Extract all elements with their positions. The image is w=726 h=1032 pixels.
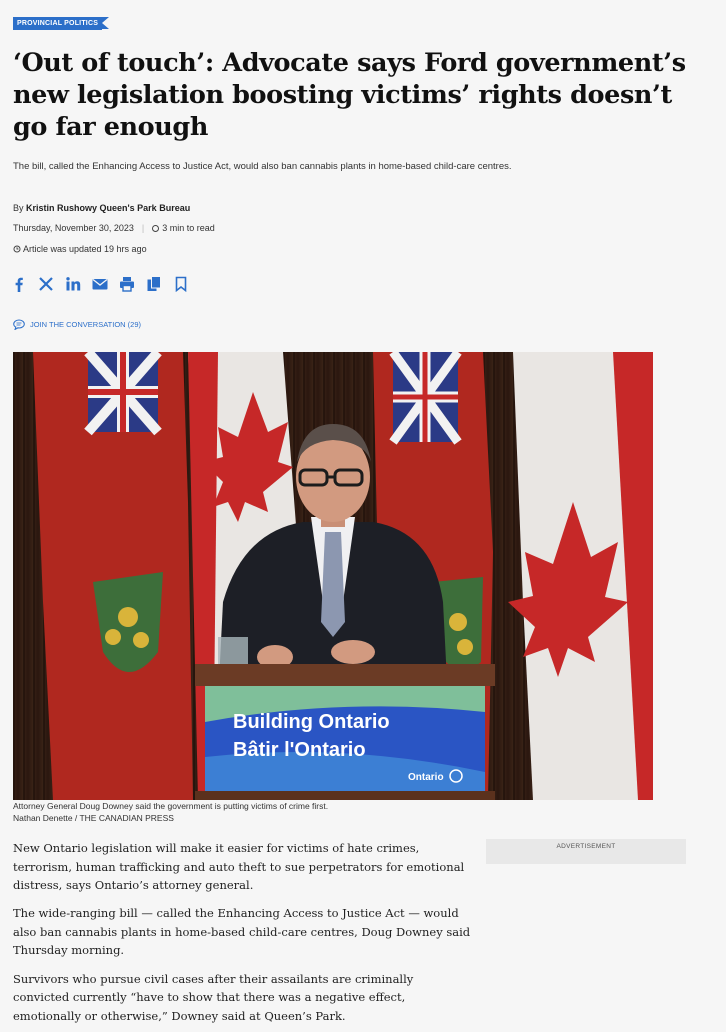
author-link[interactable]: Kristin Rushowy Queen's Park Bureau xyxy=(26,203,191,213)
podium-logo-text: Ontario xyxy=(408,772,444,783)
advertisement-slot[interactable] xyxy=(486,839,686,864)
clock-icon xyxy=(152,225,159,232)
photo-caption xyxy=(13,800,328,824)
article-deck: The bill, called the Enhancing Access to Justice Act, would also ban cannabis plants in home-based child-care centres. xyxy=(13,161,512,172)
byline-prefix: By xyxy=(13,203,27,213)
join-conversation-link[interactable] xyxy=(13,319,141,330)
bookmark-icon[interactable] xyxy=(173,276,189,292)
photo-credit: Nathan Denette / THE CANADIAN PRESS xyxy=(13,813,174,823)
advertisement-label: ADVERTISEMENT xyxy=(556,843,616,850)
caption-text: Attorney General Doug Downey said the government is putting victims of crime first. xyxy=(13,801,329,811)
updated-note xyxy=(13,244,147,254)
date-row xyxy=(13,223,215,233)
updated-text: Article was updated 19 hrs ago xyxy=(23,244,147,254)
byline xyxy=(13,203,190,213)
join-conversation-text: JOIN THE CONVERSATION (29) xyxy=(30,320,141,329)
x-icon[interactable] xyxy=(38,276,54,292)
divider: | xyxy=(141,223,145,233)
print-icon[interactable] xyxy=(119,276,135,292)
publish-date: Thursday, November 30, 2023 xyxy=(13,223,134,233)
podium-text-line1: Building Ontario xyxy=(233,711,390,733)
paragraph: The wide-ranging bill — called the Enhancing Access to Justice Act — would also ban cannabis plants in home-based child-care centres, Doug Downey said Thursday morning. xyxy=(13,906,471,958)
article-body xyxy=(13,839,473,1032)
article-headline: ‘Out of touch’: Advocate says Ford government’s new legislation boosting victims’ rights doesn’t go far enough xyxy=(13,48,686,142)
linkedin-icon[interactable] xyxy=(65,276,81,292)
facebook-icon[interactable] xyxy=(11,276,27,292)
copy-icon[interactable] xyxy=(146,276,162,292)
paragraph: Survivors who pursue civil cases after their assailants are criminally convicted currently “have to show that there was a negative effect, emotionally or otherwise,” Downey said at Queen’s Park. xyxy=(13,971,414,1023)
email-icon[interactable] xyxy=(92,276,108,292)
press-conference-image xyxy=(13,352,653,800)
comment-icon xyxy=(13,319,25,330)
category-tag[interactable]: PROVINCIAL POLITICS xyxy=(13,17,102,30)
refresh-icon xyxy=(13,245,21,253)
lead-photo[interactable] xyxy=(13,352,653,800)
paragraph: New Ontario legislation will make it easier for victims of hate crimes, terrorism, human trafficking and auto theft to sue perpetrators for emotional distress, says Ontario’s attorney general. xyxy=(13,841,465,893)
share-bar xyxy=(11,276,189,292)
read-time: 3 min to read xyxy=(162,223,215,233)
podium-text-line2: Bâtir l'Ontario xyxy=(233,739,366,761)
